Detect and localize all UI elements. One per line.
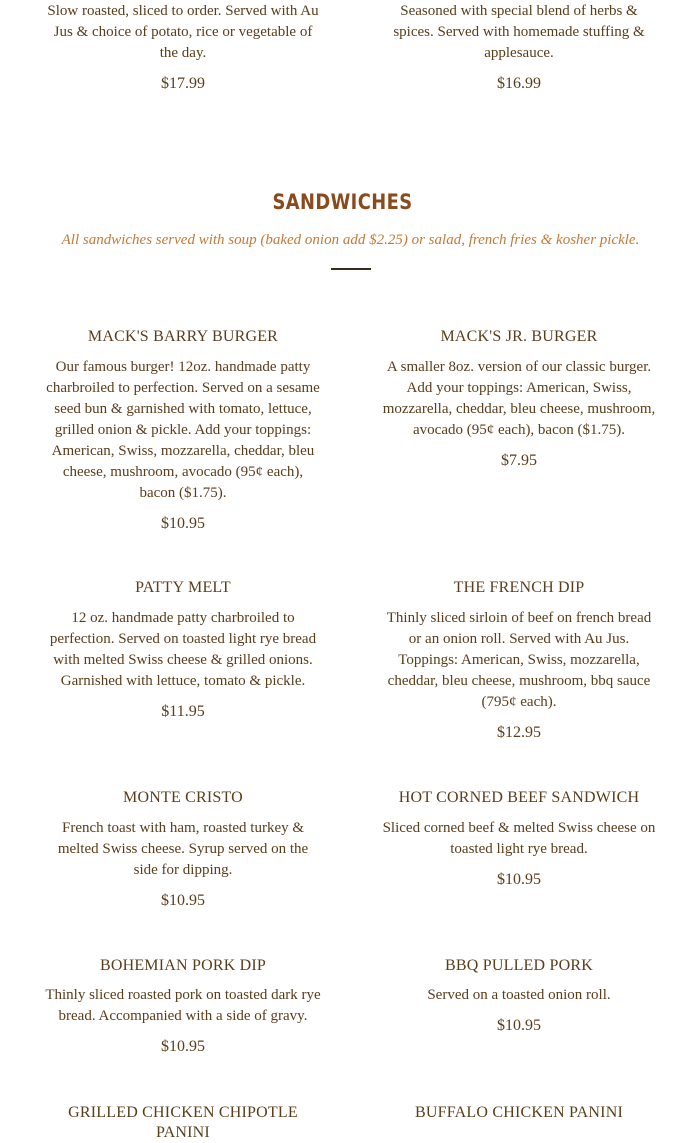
item-price: $10.95 xyxy=(161,515,205,532)
item-description: Our famous burger! 12oz. handmade patty charbroiled to perfection. Served on a sesame seed bun & garnished with tomato, lettuce, grilled onion & pickle. Add your toppings: American, Swiss, mozzarella, cheddar, bleu cheese, mushroom, avocado (95¢ each), bacon ($1.75). xyxy=(46,359,320,501)
menu-item xyxy=(381,956,657,1036)
item-price: $10.95 xyxy=(497,1017,541,1034)
item-name: BOHEMIAN PORK DIP xyxy=(99,957,267,974)
item-price: $16.99 xyxy=(497,75,541,92)
menu-item xyxy=(381,788,657,890)
item-description: Seasoned with special blend of herbs & spices. Served with homemade stuffing & applesauce. xyxy=(393,3,645,61)
item-price: $11.95 xyxy=(161,703,205,720)
item-description: Thinly sliced roasted pork on toasted dark rye bread. Accompanied with a side of gravy. xyxy=(45,987,321,1024)
section-title: SANDWICHES xyxy=(272,190,413,214)
item-description: A smaller 8oz. version of our classic burger. Add your toppings: American, Swiss, mozzarella, cheddar, bleu cheese, mushroom, avocado (95¢ each), bacon ($1.75). xyxy=(382,359,656,438)
item-name: THE FRENCH DIP xyxy=(453,579,585,596)
item-description: Thinly sliced sirloin of beef on french bread or an onion roll. Served with Au Jus. Toppings: American, Swiss, mozzarella, cheddar, bleu cheese, mushroom, bbq sauce (795¢ each). xyxy=(386,610,652,710)
item-price: $17.99 xyxy=(161,75,205,92)
item-description: French toast with ham, roasted turkey & melted Swiss cheese. Syrup served on the side for dipping. xyxy=(57,820,309,878)
section-note: All sandwiches served with soup (baked onion add $2.25) or salad, french fries & kosher pickle. xyxy=(61,232,640,248)
item-name: MACK'S JR. BURGER xyxy=(440,328,598,345)
menu-item xyxy=(45,956,321,1057)
item-description: Sliced corned beef & melted Swiss cheese on toasted light rye bread. xyxy=(382,820,656,857)
item-price: $10.95 xyxy=(161,892,205,909)
menu-item xyxy=(381,327,657,471)
menu-item xyxy=(45,578,321,722)
item-name: PATTY MELT xyxy=(135,579,231,596)
menu-item-top-right xyxy=(381,1,657,94)
item-price: $10.95 xyxy=(161,1038,205,1055)
menu-item-top-left xyxy=(45,1,321,94)
section-divider xyxy=(331,268,371,270)
item-description: 12 oz. handmade patty charbroiled to perfection. Served on toasted light rye bread with melted Swiss cheese & grilled onions. Garnished with lettuce, tomato & pickle. xyxy=(49,610,317,689)
item-description: Served on a toasted onion roll. xyxy=(427,987,611,1003)
menu-item xyxy=(381,578,657,743)
item-price: $10.95 xyxy=(497,871,541,888)
menu-item xyxy=(381,1103,657,1123)
item-description: Slow roasted, sliced to order. Served with Au Jus & choice of potato, rice or vegetable of the day. xyxy=(47,3,319,61)
item-name: BBQ PULLED PORK xyxy=(445,957,593,974)
item-name: HOT CORNED BEEF SANDWICH xyxy=(398,789,640,806)
menu-item xyxy=(45,1103,321,1143)
item-name: GRILLED CHICKEN CHIPOTLE PANINI xyxy=(68,1104,298,1141)
item-name: MONTE CRISTO xyxy=(123,789,243,806)
item-price: $7.95 xyxy=(501,452,537,469)
item-name: MACK'S BARRY BURGER xyxy=(87,328,279,345)
item-name: BUFFALO CHICKEN PANINI xyxy=(415,1104,623,1121)
item-price: $12.95 xyxy=(497,724,541,741)
menu-item xyxy=(45,788,321,911)
menu-item xyxy=(45,327,321,534)
